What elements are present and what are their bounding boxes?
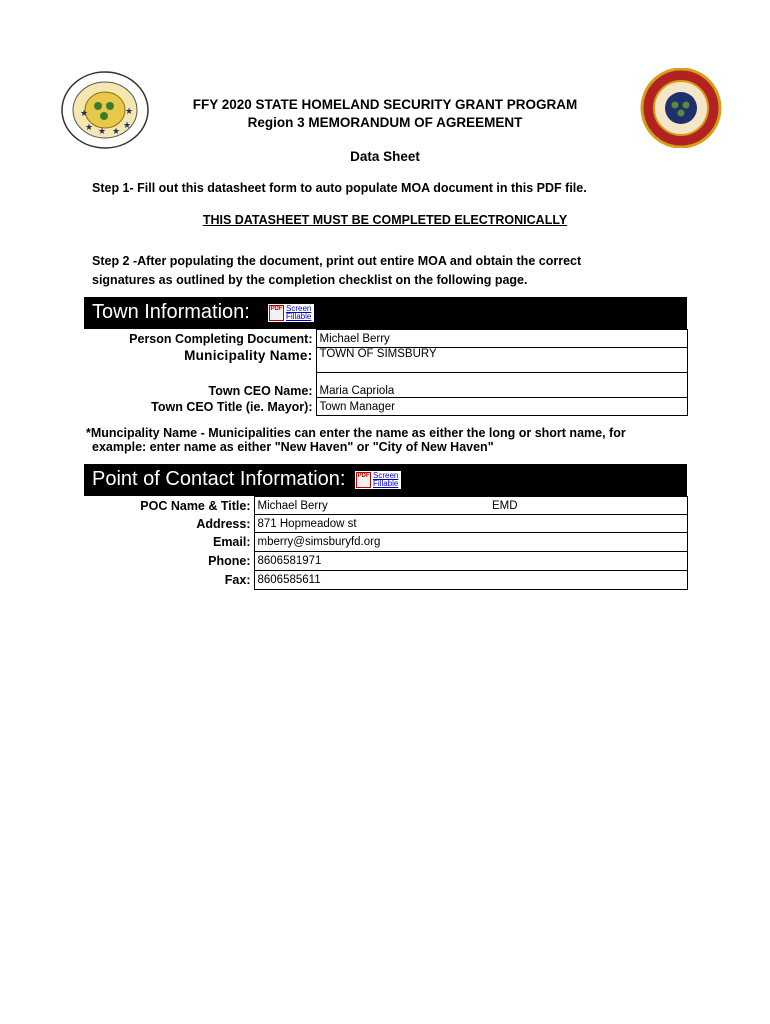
table-row: [84, 348, 687, 373]
field-label: Address:: [196, 516, 251, 531]
svg-text:★: ★: [112, 126, 121, 136]
town-ceo-title-field[interactable]: Town Manager: [316, 398, 687, 416]
screen-fillable-badge: [354, 470, 402, 490]
pdf-icon: PDF: [356, 472, 371, 488]
table-row: [84, 571, 687, 590]
pdf-icon: PDF: [269, 305, 284, 321]
electronic-notice: THIS DATASHEET MUST BE COMPLETED ELECTRONICALLY: [202, 213, 568, 227]
table-row: [84, 552, 687, 571]
svg-text:★: ★: [123, 120, 132, 130]
document-title: FFY 2020 STATE HOMELAND SECURITY GRANT PROGRAM: [192, 97, 578, 112]
field-label: Town CEO Name:: [208, 383, 313, 398]
step-2-instruction-line2: signatures as outlined by the completion checklist on the following page.: [92, 273, 528, 287]
field-label: Fax:: [224, 573, 251, 587]
poc-information-title: Point of Contact Information:: [92, 468, 346, 490]
table-row: [84, 497, 687, 515]
document-subtitle: Region 3 MEMORANDUM OF AGREEMENT: [247, 115, 523, 130]
address-field[interactable]: 871 Hopmeadow st: [254, 515, 687, 533]
svg-text:★: ★: [98, 126, 107, 136]
state-seal-logo: [640, 68, 722, 148]
person-completing-field[interactable]: Michael Berry: [316, 330, 687, 348]
svg-text:★: ★: [85, 122, 94, 132]
poc-information-table: [84, 496, 688, 590]
town-ceo-name-field[interactable]: Maria Capriola: [316, 373, 687, 398]
email-field[interactable]: mberry@simsburyfd.org: [254, 533, 687, 552]
town-information-section-header: [84, 297, 687, 329]
emergency-services-seal-logo: [60, 70, 150, 150]
field-label: Phone:: [208, 554, 251, 568]
table-row: [84, 330, 687, 348]
municipality-note-line2: example: enter name as either "New Haven" or "City of New Haven": [92, 440, 494, 454]
poc-title-value: EMD: [492, 499, 518, 512]
badge-text-line1: Screen: [373, 471, 399, 480]
poc-information-section-header: [84, 464, 687, 496]
fax-field[interactable]: 8606585611: [254, 571, 687, 590]
table-row: [84, 373, 687, 398]
svg-text:★: ★: [80, 108, 89, 118]
field-label: Person Completing Document:: [129, 331, 313, 346]
step-2-instruction-line1: Step 2 -After populating the document, print out entire MOA and obtain the correct: [92, 254, 582, 268]
poc-name-title-field[interactable]: [254, 497, 687, 515]
table-row: [84, 515, 687, 533]
badge-text-line1: Screen: [286, 304, 312, 313]
field-label: POC Name & Title:: [140, 498, 251, 513]
town-information-table: [84, 329, 688, 416]
field-label: Email:: [212, 535, 251, 549]
data-sheet-heading: Data Sheet: [350, 149, 420, 164]
field-label: Municipality Name:: [184, 347, 313, 363]
phone-field[interactable]: 8606581971: [254, 552, 687, 571]
field-label: Town CEO Title (ie. Mayor):: [151, 399, 313, 414]
svg-text:★: ★: [125, 106, 134, 116]
badge-text-line2: Fillable: [286, 312, 312, 321]
table-row: [84, 533, 687, 552]
step-1-instruction: Step 1- Fill out this datasheet form to auto populate MOA document in this PDF file.: [92, 181, 587, 195]
municipality-name-field[interactable]: TOWN OF SIMSBURY: [316, 348, 687, 373]
badge-text-line2: Fillable: [373, 479, 399, 488]
town-information-title: Town Information:: [92, 301, 250, 323]
poc-name-value: Michael Berry: [257, 499, 328, 512]
table-row: [84, 398, 687, 416]
screen-fillable-badge: [267, 303, 315, 323]
municipality-note-line1: *Muncipality Name - Municipalities can enter the name as either the long or short name, for: [86, 426, 626, 440]
